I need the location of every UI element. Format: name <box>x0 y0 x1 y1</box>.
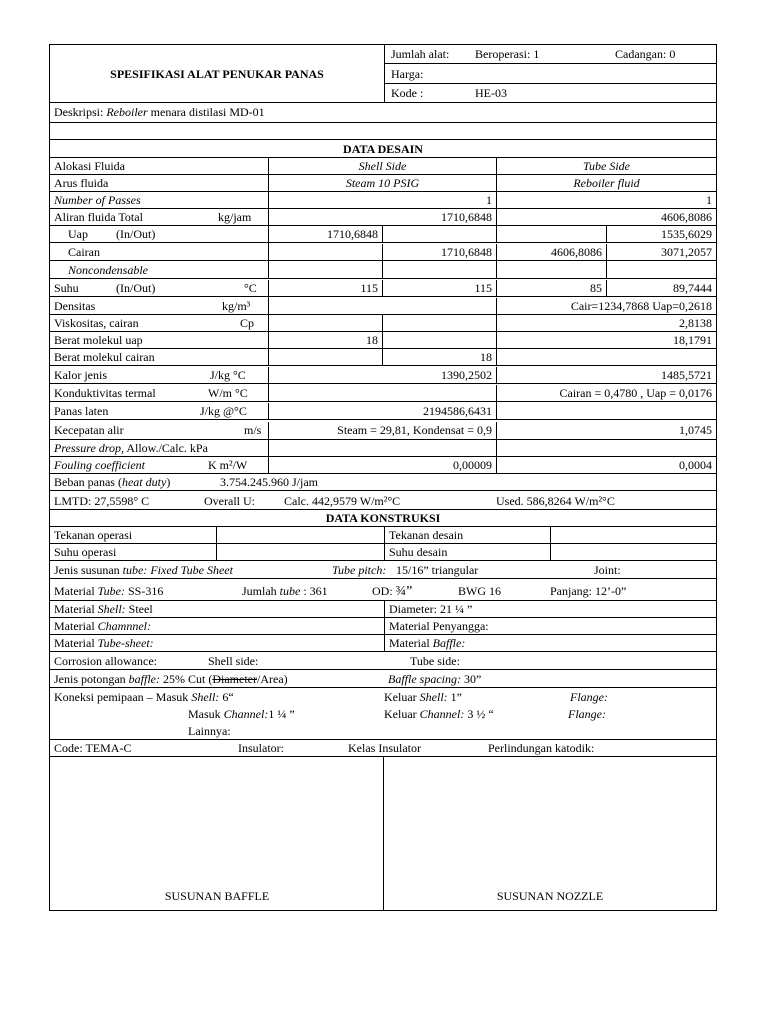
corrosion-line <box>50 653 716 670</box>
corrosion-tube-side: Tube side: <box>410 654 460 668</box>
noncond-label <box>50 261 268 278</box>
material-tubesheet-row <box>50 635 716 652</box>
passes-shell: 1 <box>268 192 496 208</box>
beban-close: ) <box>166 475 171 489</box>
potongan-strike: Diameter <box>212 672 257 686</box>
mat-tube-label: Material <box>54 584 95 598</box>
keluar-channel-value: 3 ½ “ <box>467 707 494 721</box>
keluar-channel <box>384 706 494 722</box>
pressure-drop-label <box>50 440 268 456</box>
data-desain-heading: DATA DESAIN <box>343 142 423 156</box>
pressure-drop-italic: Pressure drop, <box>54 441 124 455</box>
tekanan-desain-value <box>550 527 716 543</box>
data-konstruksi-heading: DATA KONSTRUKSI <box>325 511 441 525</box>
susunan-value: Fixed Tube Sheet <box>150 563 233 577</box>
lmtd-line <box>50 493 716 511</box>
bwg-value: BWG 16 <box>458 584 501 598</box>
konduktivitas-label <box>50 385 268 402</box>
perlindungan-label: Perlindungan katodik: <box>488 741 595 755</box>
mat-penyangga: Material Penyangga: <box>384 618 716 634</box>
bm-uap-tube: 18,1791 <box>496 332 716 348</box>
susunan-row <box>50 561 716 579</box>
blank-row <box>50 123 716 140</box>
koneksi-block <box>50 688 716 740</box>
jumlah-tube-value: : 361 <box>303 584 328 598</box>
deskripsi-rest: menara distilasi MD-01 <box>150 105 265 119</box>
mat-tube-value: SS-316 <box>128 584 164 598</box>
passes-row <box>50 192 716 209</box>
beban-panas <box>50 474 716 490</box>
koneksi-masuk-shell <box>54 689 234 705</box>
beroperasi-value: Beroperasi: 1 <box>475 47 540 61</box>
bm-cairan-c1 <box>268 349 382 365</box>
corrosion-label: Corrosion allowance: <box>54 654 157 668</box>
suhu-tube-in: 85 <box>496 280 606 297</box>
aliran-tube: 4606,8086 <box>496 209 716 225</box>
sheet-title: SPESIFIKASI ALAT PENUKAR PANAS <box>110 67 324 81</box>
fouling-unit: K m²/W <box>208 458 248 472</box>
tube-pitch-value: 15/16” triangular <box>396 563 479 577</box>
fouling-label <box>50 457 268 473</box>
tekanan-desain-label: Tekanan desain <box>384 527 550 543</box>
jumlah-tube <box>242 583 328 599</box>
fouling-row <box>50 457 716 474</box>
code-value: Code: TEMA-C <box>54 741 132 755</box>
mat-shell-value: Steel <box>128 602 153 616</box>
baffle-spacing-label: Baffle spacing: <box>388 672 461 686</box>
fouling-tube: 0,0004 <box>496 457 716 473</box>
corrosion-row <box>50 652 716 670</box>
suhu-operasi-value <box>216 544 384 560</box>
mat-tubesheet <box>50 635 384 651</box>
bm-uap-label: Berat molekul uap <box>54 333 143 347</box>
pressure-drop-row <box>50 440 716 457</box>
deskripsi-row <box>50 103 716 123</box>
kecepatan-tube: 1,0745 <box>496 422 716 441</box>
cairan-shell-in <box>268 243 382 260</box>
potongan-line <box>50 671 716 688</box>
bm-uap-c2 <box>382 332 496 348</box>
jumlah-alat-row <box>385 45 716 64</box>
mat-baffle <box>384 635 716 651</box>
uap-label <box>50 226 268 242</box>
od <box>372 583 412 600</box>
viskositas-unit: Cp <box>240 316 255 330</box>
header-right <box>384 45 716 102</box>
uap-shell-out <box>382 226 496 242</box>
beban-value: 3.754.245.960 J/jam <box>220 475 318 489</box>
aliran-row <box>50 209 716 226</box>
mat-tube-italic: Tube: <box>97 584 125 598</box>
flange-1: Flange: <box>570 690 608 704</box>
suhu-tube-out: 89,7444 <box>606 280 716 297</box>
kecepatan-row <box>50 420 716 440</box>
code-row <box>50 740 716 757</box>
uap-tube-in <box>496 226 606 242</box>
susunan-label: Jenis susunan <box>54 563 120 577</box>
flange-2: Flange: <box>568 707 606 721</box>
cairan-row <box>50 243 716 261</box>
lmtd-row <box>50 491 716 510</box>
diameter-value: Diameter: 21 ¼ ” <box>384 601 716 617</box>
arus-label: Arus fluida <box>54 176 109 190</box>
noncond-row <box>50 261 716 279</box>
passes-tube: 1 <box>496 192 716 208</box>
konduktivitas-shell <box>268 384 496 401</box>
cairan-tube-out: 3071,2057 <box>606 244 716 261</box>
susunan-baffle-label: SUSUNAN BAFFLE <box>164 889 270 903</box>
keluar-channel-label: Keluar <box>384 707 417 721</box>
od-label: OD: <box>372 584 393 598</box>
suhu-text: Suhu <box>54 281 79 295</box>
harga-label: Harga: <box>391 67 424 81</box>
bm-uap-shell: 18 <box>268 332 382 348</box>
alokasi-label: Alokasi Fluida <box>54 159 125 173</box>
passes-label: Number of Passes <box>54 193 141 207</box>
uap-tube-out: 1535,6029 <box>606 226 716 242</box>
jumlah-tube-italic: tube <box>279 584 301 598</box>
deskripsi-italic: Reboiler <box>106 105 148 119</box>
suhu-inout: (In/Out) <box>116 281 156 295</box>
keluar-channel-italic: Channel: <box>419 707 465 721</box>
potongan-label: Jenis potongan <box>54 672 126 686</box>
suhu-operasi-label: Suhu operasi <box>54 545 117 559</box>
pressure-drop-shell <box>268 440 496 456</box>
noncond-text: Noncondensable <box>68 263 148 277</box>
kecepatan-unit: m/s <box>244 423 262 437</box>
deskripsi-label: Deskripsi: <box>54 105 104 119</box>
tekanan-operasi-label: Tekanan operasi <box>54 528 133 542</box>
mat-shell-label: Material <box>54 602 95 616</box>
noncond-c2 <box>382 261 496 278</box>
header-block <box>50 45 716 103</box>
susunan-nozzle-label: SUSUNAN NOZZLE <box>496 889 604 903</box>
koneksi-shell-italic: Shell: <box>191 690 220 704</box>
masuk-channel-value: 1 ¼ ” <box>268 707 295 721</box>
mat-channel-italic: Chamnnel: <box>97 619 151 633</box>
alokasi-row <box>50 158 716 175</box>
kalor-shell: 1390,2502 <box>268 367 496 384</box>
suhu-desain-value <box>550 544 716 560</box>
cadangan-value: Cadangan: 0 <box>615 47 676 61</box>
calc-value: Calc. 442,9579 W/m²°C <box>284 494 401 508</box>
kode-value: HE-03 <box>475 86 507 100</box>
uap-text: Uap <box>68 227 88 241</box>
mat-tubesheet-label: Material <box>54 636 95 650</box>
used-value: Used. 586,8264 W/m²°C <box>496 494 615 508</box>
cairan-label <box>50 243 268 260</box>
keluar-shell-value: 1” <box>450 690 462 704</box>
jumlah-alat-label: Jumlah alat: <box>391 47 450 61</box>
densitas-text: Densitas <box>54 299 96 313</box>
spec-sheet <box>49 44 717 911</box>
insulator-label: Insulator: <box>238 741 284 755</box>
aliran-label <box>50 209 268 225</box>
tekanan-operasi-value <box>216 527 384 543</box>
harga-row <box>385 64 716 84</box>
aliran-unit: kg/jam <box>218 210 252 224</box>
potongan-end: /Area) <box>257 672 288 686</box>
potongan-italic: baffle: <box>128 672 160 686</box>
kalor-tube: 1485,5721 <box>496 367 716 384</box>
mat-channel <box>50 618 384 634</box>
panas-laten-row <box>50 402 716 420</box>
noncond-c3 <box>496 261 606 278</box>
kalor-label <box>50 367 268 384</box>
drawing-area <box>50 757 716 910</box>
visk-c2 <box>382 315 496 331</box>
suhu-label <box>50 280 268 297</box>
bm-cairan-label: Berat molekul cairan <box>54 350 155 364</box>
kode-row <box>385 84 716 102</box>
joint-label: Joint: <box>594 563 621 577</box>
susunan-nozzle-panel <box>384 757 716 910</box>
mat-shell <box>50 601 384 617</box>
kecepatan-shell: Steam = 29,81, Kondensat = 0,9 <box>268 422 496 441</box>
kalor-row <box>50 366 716 384</box>
viskositas-text: Viskositas, cairan <box>54 316 139 330</box>
od-value: ¾” <box>395 584 413 599</box>
cairan-tube-in: 4606,8086 <box>496 244 606 261</box>
steam-value: Steam 10 PSIG <box>268 175 496 191</box>
densitas-row <box>50 297 716 315</box>
keluar-shell-label: Keluar <box>384 690 417 704</box>
uap-shell-in: 1710,6848 <box>268 226 382 242</box>
mat-baffle-label: Material <box>389 636 430 650</box>
pressure-drop-tube <box>496 440 716 456</box>
kecepatan-text: Kecepatan alir <box>54 423 124 437</box>
suhu-unit: °C <box>244 281 257 295</box>
jumlah-tube-label: Jumlah <box>242 584 277 598</box>
viskositas-tube: 2,8138 <box>496 315 716 331</box>
material-tube-row <box>50 579 716 601</box>
tube-side-header: Tube Side <box>496 158 716 174</box>
panjang-value: Panjang: 12’-0” <box>550 584 627 598</box>
fouling-text: Fouling coefficient <box>54 458 145 472</box>
panas-laten-shell: 2194586,6431 <box>268 403 496 420</box>
masuk-channel-label: Masuk <box>188 707 221 721</box>
uap-inout: (In/Out) <box>116 227 156 241</box>
densitas-label <box>50 298 268 315</box>
potongan-value: 25% Cut ( <box>163 672 213 686</box>
baffle-spacing <box>388 671 481 687</box>
suhu-shell-out: 115 <box>382 280 496 297</box>
beban-italic: heat duty <box>121 475 167 489</box>
suhu-row <box>50 279 716 297</box>
densitas-shell <box>268 297 496 314</box>
viskositas-row <box>50 315 716 332</box>
kelas-insulator-label: Kelas Insulator <box>348 741 421 755</box>
koneksi-label: Koneksi pemipaan – Masuk <box>54 690 189 704</box>
tube-pitch-label: Tube pitch: <box>332 563 387 577</box>
data-desain-heading-row <box>50 140 716 158</box>
noncond-c4 <box>606 261 716 278</box>
reboiler-fluid-value: Reboiler fluid <box>496 175 716 191</box>
code-line <box>50 740 716 756</box>
keluar-shell <box>384 689 462 705</box>
susunan-baffle-panel <box>50 757 384 910</box>
suhu-desain-label: Suhu desain <box>384 544 550 560</box>
panas-laten-unit: J/kg @°C <box>200 404 247 418</box>
visk-c1 <box>268 315 382 331</box>
konduktivitas-text: Konduktivitas termal <box>54 386 156 400</box>
susunan-line <box>50 562 716 579</box>
panas-laten-label <box>50 403 268 420</box>
kecepatan-label <box>50 422 268 441</box>
arus-row <box>50 175 716 192</box>
fouling-shell: 0,00009 <box>268 457 496 473</box>
lmtd-value: LMTD: 27,5598° C <box>54 494 150 508</box>
baffle-spacing-value: 30” <box>463 672 482 686</box>
lainnya-label: Lainnya: <box>188 724 231 738</box>
densitas-tube: Cair=1234,7868 Uap=0,2618 <box>496 298 716 315</box>
potongan-row <box>50 670 716 688</box>
masuk-channel-italic: Channel: <box>223 707 269 721</box>
overall-label: Overall U: <box>204 494 255 508</box>
beban-label: Beban panas ( <box>54 475 122 489</box>
konduktivitas-unit: W/m °C <box>208 386 248 400</box>
uap-row <box>50 226 716 243</box>
pressure-drop-rest: Allow./Calc. kPa <box>126 441 208 455</box>
bm-cairan-tube <box>496 349 716 365</box>
keluar-shell-italic: Shell: <box>419 690 448 704</box>
material-channel-row <box>50 618 716 635</box>
cairan-text: Cairan <box>68 245 100 259</box>
mat-channel-label: Material <box>54 619 95 633</box>
konduktivitas-row <box>50 384 716 402</box>
shell-side-header: Shell Side <box>268 158 496 174</box>
kode-label: Kode : <box>391 86 424 100</box>
bm-uap-row <box>50 332 716 349</box>
mat-baffle-italic: Baffle: <box>432 636 466 650</box>
koneksi-shell-value: 6“ <box>222 690 234 704</box>
bm-cairan-shell: 18 <box>382 349 496 365</box>
konduktivitas-tube: Cairan = 0,4780 , Uap = 0,0176 <box>496 385 716 402</box>
bm-cairan-row <box>50 349 716 366</box>
susunan-tube: tube: <box>122 563 148 577</box>
densitas-unit: kg/m³ <box>222 299 251 313</box>
masuk-channel <box>188 706 295 722</box>
kalor-unit: J/kg °C <box>210 368 246 382</box>
suhu-konstruksi-row <box>50 544 716 561</box>
mat-shell-italic: Shell: <box>97 602 126 616</box>
noncond-c1 <box>268 261 382 278</box>
data-konstruksi-heading-row <box>50 510 716 527</box>
panas-laten-text: Panas laten <box>54 404 109 418</box>
aliran-shell: 1710,6848 <box>268 209 496 225</box>
kalor-text: Kalor jenis <box>54 368 107 382</box>
tekanan-row <box>50 527 716 544</box>
beban-row <box>50 474 716 491</box>
viskositas-label <box>50 315 268 331</box>
material-shell-row <box>50 601 716 618</box>
corrosion-shell-side: Shell side: <box>208 654 259 668</box>
aliran-text: Aliran fluida Total <box>54 210 143 224</box>
suhu-shell-in: 115 <box>268 280 382 297</box>
panas-laten-tube <box>496 402 716 419</box>
mat-tubesheet-italic: Tube-sheet: <box>97 636 154 650</box>
deskripsi <box>50 104 716 123</box>
cairan-shell-out: 1710,6848 <box>382 244 496 261</box>
